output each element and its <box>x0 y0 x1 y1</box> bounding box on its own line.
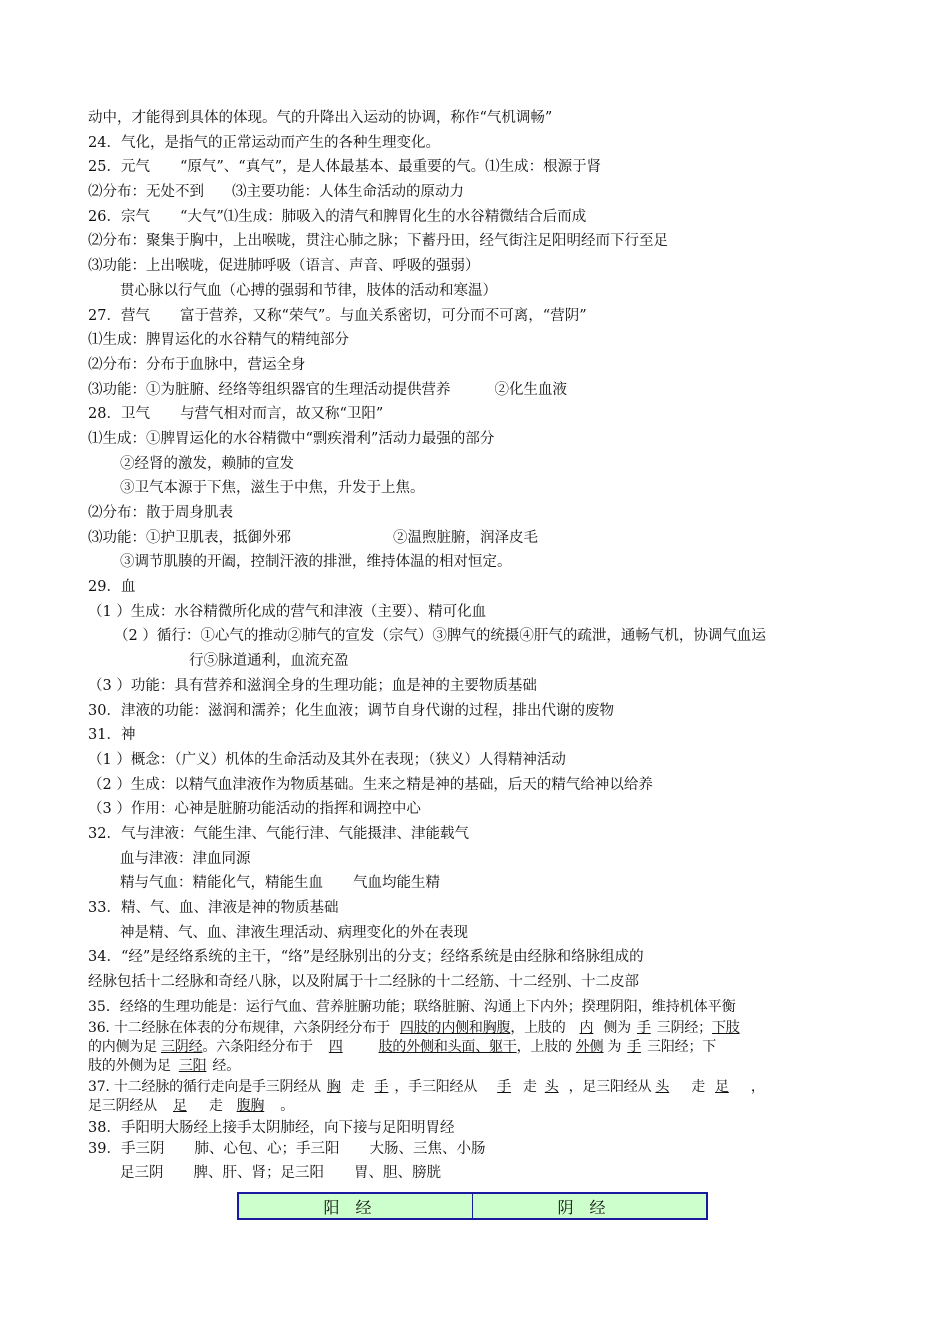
text-line: （3 ）作用：心神是脏腑功能活动的指挥和调控中心 <box>88 801 421 818</box>
answer-blank: 四 <box>328 1039 343 1056</box>
text-line: ⑴生成：①脾胃运化的水谷精微中“剽疾滑利”活动力最强的部分 <box>88 430 495 447</box>
text-span: ，上肢的 <box>510 1020 566 1037</box>
text-line: （1 ）生成：水谷精微所化成的营气和津液（主要）、精可化血 <box>88 603 487 620</box>
text-line <box>88 402 870 427</box>
document-body <box>88 106 870 1186</box>
text-span: 走 <box>522 1079 537 1096</box>
text-line: 神是精、气、血、津液生理活动、病理变化的外在表现 <box>120 924 468 941</box>
text-line <box>88 1078 870 1097</box>
text-span: “原气”、“真气”，是人体最基本、最重要的气。⑴生成：根源于肾 <box>179 159 602 176</box>
text-span: 脾、肝、肾；足三阳 <box>193 1165 324 1182</box>
text-line: ③卫气本源于下焦，滋生于中焦，升发于上焦。 <box>120 480 425 497</box>
answer-blank: 肢的外侧和头面、躯干 <box>378 1039 517 1056</box>
text-span: 肢的外侧为足 <box>88 1058 171 1075</box>
text-line <box>88 378 870 403</box>
text-span: 37. 十二经脉的循行走向是手三阴经从 <box>88 1079 321 1096</box>
text-line: 动中，才能得到具体的体现。气的升降出入运动的协调，称作“气机调畅” <box>88 110 553 126</box>
text-line: ③调节肌腠的开阖，控制汗液的排泄，维持体温的相对恒定。 <box>120 554 512 571</box>
text-line <box>88 526 870 551</box>
text-span: 精与气血：精能化气，精能生血 <box>120 875 323 892</box>
answer-blank: 手 <box>374 1079 389 1096</box>
answer-blank: 足 <box>715 1079 729 1096</box>
text-line <box>88 1038 870 1057</box>
text-line: （2 ）循行：①心气的推动②肺气的宣发（宗气）③脾气的统摄④肝气的疏泄，通畅气机，协调气血运 <box>114 628 766 645</box>
text-span: ⑶主要功能：人体生命活动的原动力 <box>232 184 464 201</box>
text-span: 。六条阳经分布于 <box>202 1039 313 1056</box>
term-zongqi: 26．宗气 <box>88 208 150 225</box>
text-span: ⑵分布：无处不到 <box>88 184 204 201</box>
text-span: ， <box>750 1079 765 1096</box>
text-span: ，足三阳经从 <box>568 1079 652 1096</box>
text-line <box>88 1161 870 1186</box>
text-span: 肺、心包、心；手三阳 <box>194 1141 340 1158</box>
text-line <box>88 1138 870 1161</box>
term-yingqi: 27．营气 <box>88 307 150 324</box>
answer-blank: 头 <box>544 1079 559 1096</box>
text-span: “大气”⑴生成：肺吸入的清气和脾胃化生的水谷精微结合后而成 <box>179 208 587 225</box>
text-span: 胃、胆、膀胱 <box>354 1165 441 1182</box>
term-yuanqi: 25．元气 <box>88 159 150 176</box>
text-span: 。 <box>280 1098 295 1115</box>
text-span: 走 <box>350 1079 365 1096</box>
text-line: （1 ）概念：（广义）机体的生命活动及其外在表现；（狭义）人得精神活动 <box>88 751 566 768</box>
text-span: 走 <box>691 1079 706 1096</box>
answer-blank: 四肢的内侧和胸腹 <box>399 1020 511 1037</box>
text-line: ⑵分布：散于周身肌表 <box>88 505 233 521</box>
text-span: ②温煦脏腑，润泽皮毛 <box>393 529 538 546</box>
text-line <box>88 1097 870 1116</box>
text-span: 三阳经；下 <box>647 1039 717 1056</box>
answer-blank: 手 <box>497 1079 511 1096</box>
text-line: 32．气与津液：气能生津、气能行津、气能摄津、津能载气 <box>88 825 469 842</box>
text-line: ⑶功能：上出喉咙，促进肺呼吸（语言、声音、呼吸的强弱） <box>88 258 480 275</box>
answer-blank: 内 <box>579 1020 594 1037</box>
text-span: 36. 十二经脉在体表的分布规律，六条阴经分布于 <box>88 1020 390 1037</box>
text-line: （3 ）功能：具有营养和滋润全身的生理功能；血是神的主要物质基础 <box>88 677 537 694</box>
text-line: ⑴生成：脾胃运化的水谷精气的精纯部分 <box>88 332 349 349</box>
text-line <box>88 304 870 329</box>
table-row <box>238 1193 707 1219</box>
table-header-yin: 阴经 <box>473 1193 708 1219</box>
text-span: 为 <box>607 1039 622 1056</box>
text-span: 经。 <box>212 1058 241 1075</box>
answer-blank: 足 <box>173 1098 187 1115</box>
answer-blank: 手 <box>636 1020 651 1037</box>
text-line: 34．“经”是经络系统的主干，“络”是经脉别出的分支；经络系统是由经脉和络脉组成的 <box>88 949 644 966</box>
text-line: ②经肾的激发，赖肺的宣发 <box>120 455 294 472</box>
answer-blank: 外侧 <box>575 1039 604 1056</box>
text-line: 行⑤脉道通利，血流充盈 <box>189 653 349 670</box>
table-header-yang: 阳经 <box>238 1193 473 1219</box>
text-span: 足三阴经从 <box>88 1098 157 1115</box>
text-line: 38．手阳明大肠经上接手太阴肺经，向下接与足阳明胃经 <box>88 1120 455 1137</box>
text-line <box>88 205 870 230</box>
answer-blank: 下肢 <box>711 1020 740 1037</box>
text-line: 31．神 <box>88 727 136 744</box>
text-line: 经脉包括十二经脉和奇经八脉，以及附属于十二经脉的十二经筋、十二经别、十二皮部 <box>88 974 639 991</box>
text-span: 39．手三阴 <box>88 1141 165 1158</box>
text-span: 与营气相对而言，故又称“卫阳” <box>179 406 384 423</box>
text-span: ⑶功能：①护卫肌表，抵御外邪 <box>88 529 291 546</box>
text-line <box>88 871 870 896</box>
text-line <box>88 1019 870 1038</box>
answer-blank: 胸 <box>326 1079 341 1096</box>
text-span: 三阴经； <box>656 1020 712 1037</box>
text-line: 贯心脉以行气血（心搏的强弱和节律，肢体的活动和寒温） <box>120 282 497 299</box>
text-line <box>88 1057 870 1076</box>
text-line: 24．气化，是指气的正常运动而产生的各种生理变化。 <box>88 134 440 151</box>
answer-blank: 腹胸 <box>236 1098 265 1115</box>
text-span: 的内侧为足 <box>88 1039 157 1056</box>
meridian-table <box>237 1192 708 1220</box>
answer-blank: 三阴经 <box>161 1039 203 1056</box>
answer-blank: 头 <box>655 1079 670 1096</box>
question-37 <box>88 1078 870 1116</box>
text-span: ⑶功能：①为脏腑、经络等组织器官的生理活动提供营养 <box>88 381 451 398</box>
text-line: 血与津液：津血同源 <box>120 850 251 867</box>
text-span: 大肠、三焦、小肠 <box>369 1141 486 1158</box>
answer-blank: 三阳 <box>178 1058 207 1075</box>
text-span: 气血均能生精 <box>353 875 440 892</box>
text-line: （2 ）生成：以精气血津液作为物质基础。生来之精是神的基础，后天的精气给神以给养 <box>88 776 653 793</box>
text-span: 走 <box>208 1098 223 1115</box>
question-36 <box>88 1019 870 1076</box>
text-span: 侧为 <box>603 1020 631 1037</box>
text-span: ，手三阳经从 <box>394 1079 478 1096</box>
answer-blank: 手 <box>627 1039 642 1056</box>
text-line: ⑵分布：聚集于胸中，上出喉咙，贯注心肺之脉；下蓄丹田，经气街注足阳明经而下行至足 <box>88 233 668 250</box>
text-span: 富于营养，又称“荣气”。与血关系密切，可分而不可离，“营阴” <box>179 307 587 324</box>
text-line <box>88 155 870 180</box>
text-span: ，上肢的 <box>516 1039 572 1056</box>
text-span: 足三阴 <box>120 1165 164 1182</box>
term-weiqi: 28．卫气 <box>88 406 150 423</box>
text-line: 35．经络的生理功能是：运行气血、营养脏腑功能；联络脏腑、沟通上下内外；揆理阴阳，维持机体平衡 <box>88 998 736 1015</box>
text-span: ②化生血液 <box>494 381 567 398</box>
text-line: ⑵分布：分布于血脉中，营运全身 <box>88 356 306 373</box>
text-line: 33．精、气、血、津液是神的物质基础 <box>88 900 339 916</box>
text-line: 30．津液的功能：滋润和濡养；化生血液；调节自身代谢的过程，排出代谢的废物 <box>88 702 614 719</box>
text-line <box>88 180 870 205</box>
text-line: 29．血 <box>88 579 136 596</box>
